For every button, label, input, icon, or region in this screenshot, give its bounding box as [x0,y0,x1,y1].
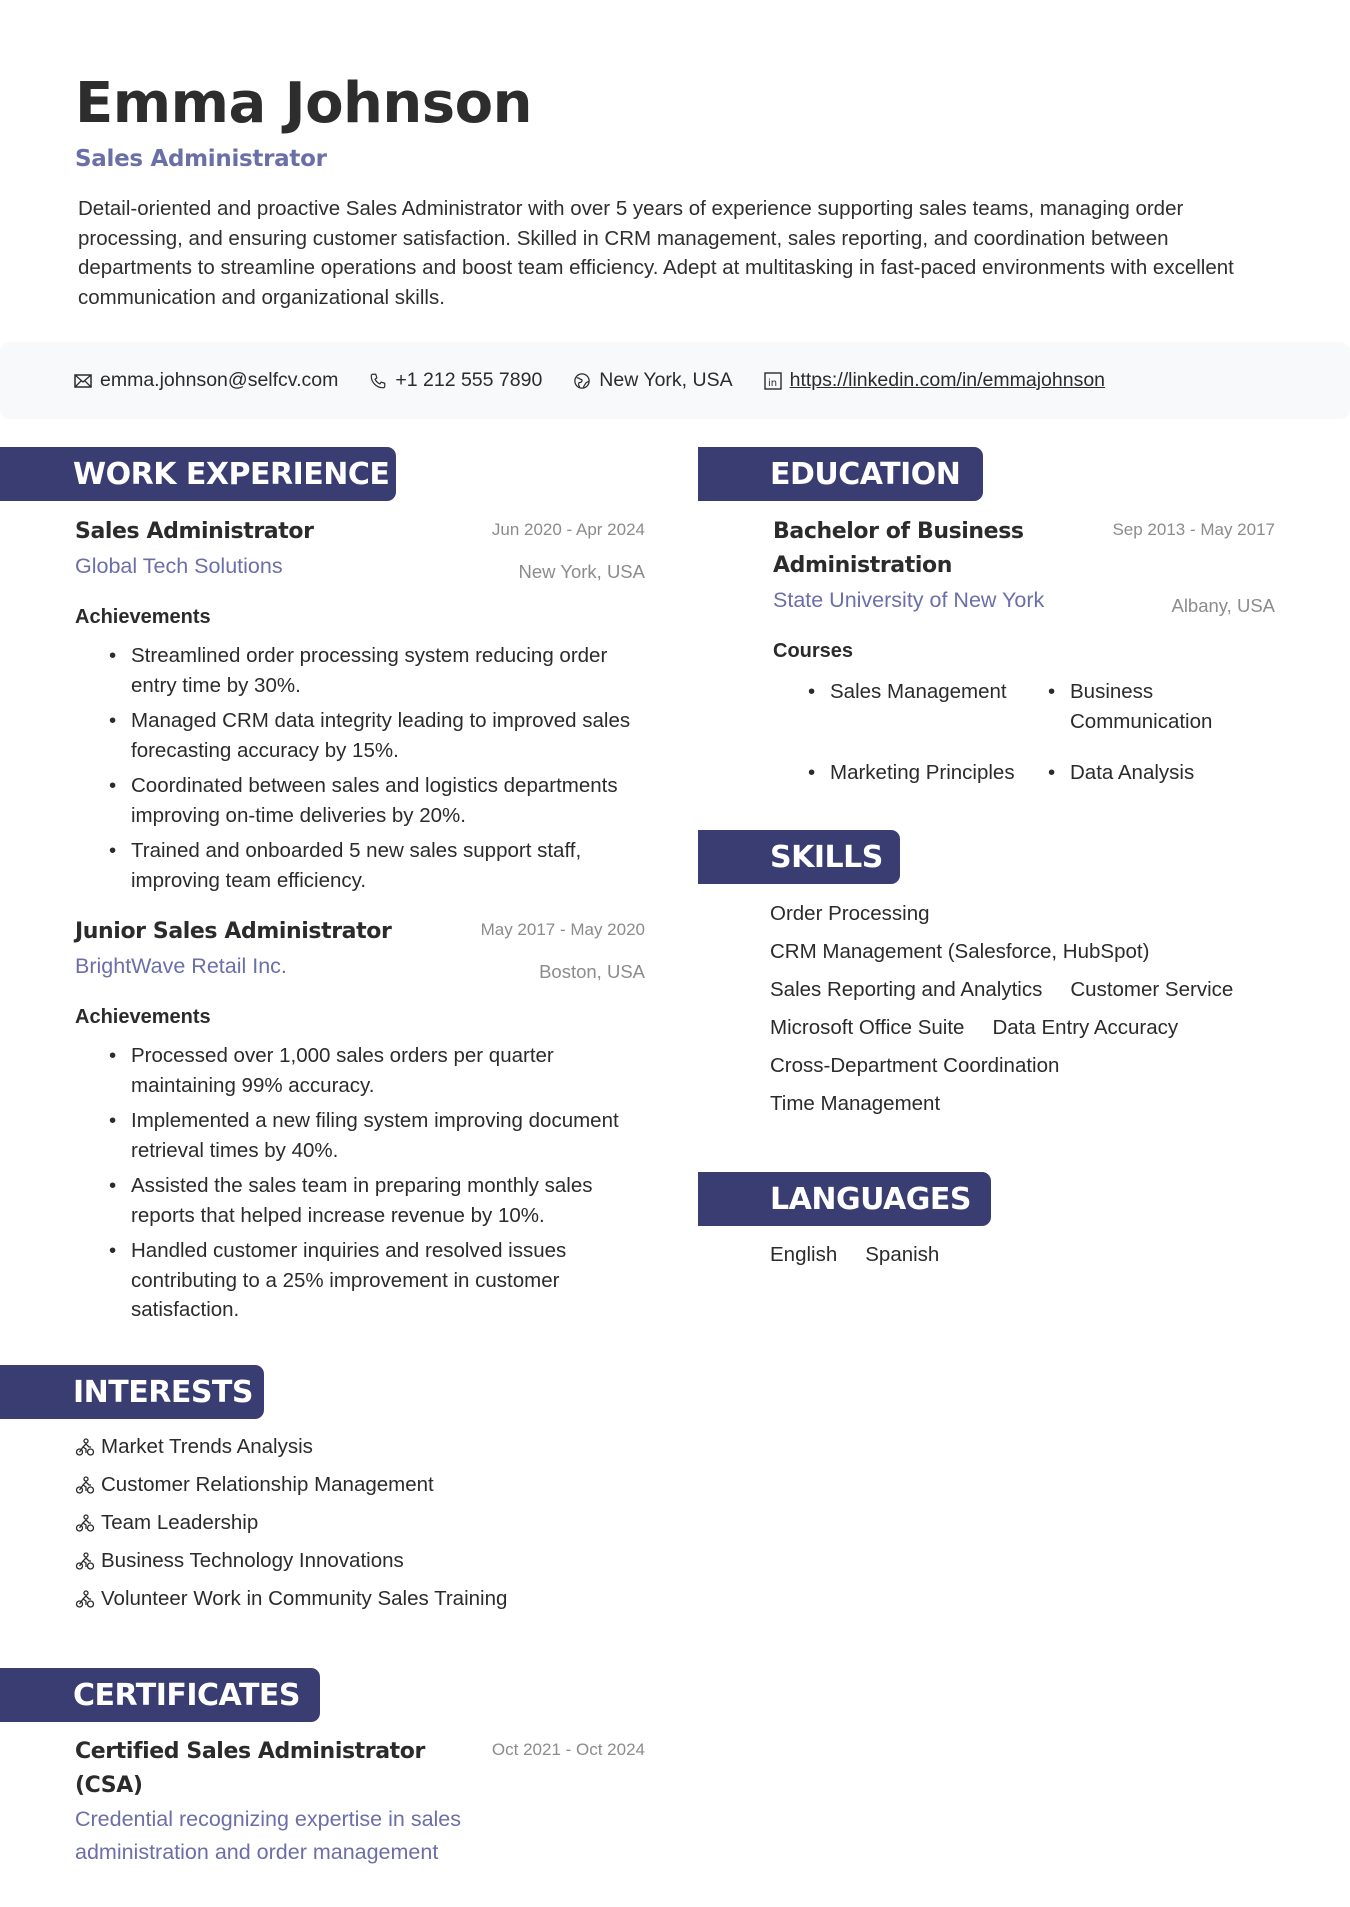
linkedin-link[interactable]: https://linkedin.com/in/emmajohnson [789,369,1106,391]
job-title: Sales Administrator [75,519,314,544]
contact-location [572,369,732,392]
interest-item [75,1466,645,1504]
course-item: • Marketing Principles [808,758,1048,788]
interest-label: Customer Relationship Management [101,1473,434,1496]
interest-label: Business Technology Innovations [101,1549,404,1572]
achievement-item: • Managed CRM data integrity leading to improved sales forecasting accuracy by 15%. [109,706,645,765]
skill-item: Order Processing [770,902,930,925]
language-item: English [770,1243,838,1266]
job-title: Junior Sales Administrator [75,919,392,944]
skill-item: Microsoft Office Suite [770,1016,965,1039]
courses-heading: Courses [773,640,854,662]
certificate-title: Certified Sales Administrator (CSA) [75,1739,425,1798]
job-company: BrightWave Retail Inc. [75,954,287,978]
job-dates: Jun 2020 - Apr 2024 [491,520,645,539]
courses-list [773,677,1275,788]
job-dates: May 2017 - May 2020 [480,920,645,939]
achievement-item: • Implemented a new filing system improving document retrieval times by 40%. [109,1106,645,1165]
school-location: Albany, USA [1171,595,1275,616]
cyclist-icon [75,1551,95,1571]
work-experience-list [75,515,645,1331]
candidate-title: Sales Administrator [75,146,327,172]
section-header-education [698,447,983,501]
skill-item: Data Entry Accuracy [992,1016,1179,1039]
achievements-heading: Achievements [75,606,211,628]
achievement-item: • Trained and onboarded 5 new sales support staff, improving team efficiency. [109,836,645,895]
section-title-interests: INTERESTS [73,1374,253,1410]
section-header-skills [698,830,900,884]
course-item: • Sales Management [808,677,1048,736]
section-title-skills: SKILLS [770,839,883,875]
certificate-description: Credential recognizing expertise in sales administration and order management [75,1807,462,1864]
email-text: emma.johnson@selfcv.com [100,369,339,391]
certificate-entry [75,1735,645,1869]
section-title-education: EDUCATION [770,456,961,492]
globe-icon [572,371,592,391]
interest-label: Team Leadership [101,1511,259,1534]
linkedin-icon [763,371,783,391]
section-title-certificates: CERTIFICATES [73,1677,301,1713]
course-item: • Data Analysis [1048,758,1278,788]
section-header-interests [0,1365,264,1419]
skill-item: Cross-Department Coordination [770,1054,1060,1077]
interests-list [75,1428,645,1618]
achievements-list [75,641,645,895]
school-name: State University of New York [773,588,1045,612]
education-entry [773,515,1275,788]
section-title-languages: LANGUAGES [770,1181,971,1217]
certificate-dates: Oct 2021 - Oct 2024 [491,1740,645,1759]
achievements-heading: Achievements [75,1006,211,1028]
achievement-item: • Coordinated between sales and logistics departments improving on-time deliveries by 20%. [109,771,645,830]
contact-linkedin[interactable] [763,369,1105,392]
phone-icon [368,371,388,391]
summary: Detail-oriented and proactive Sales Administrator with over 5 years of experience supporting sales teams, managing order processing, and ensuring customer satisfaction. Skilled in CRM management, sales reporting, and coordination between departments to streamline operations and boost team efficiency. Adept at multitasking in fast-paced environments with excellent communication and organizational skills. [78,197,1234,309]
job-location: New York, USA [518,561,645,582]
education-dates: Sep 2013 - May 2017 [1112,520,1275,539]
job-location: Boston, USA [539,961,645,982]
candidate-name: Emma Johnson [75,71,532,136]
section-header-work [0,447,396,501]
section-title-work: WORK EXPERIENCE [73,456,390,492]
skill-item: Time Management [770,1092,941,1115]
section-header-certificates [0,1668,320,1722]
svg-text:in: in [767,377,777,389]
section-header-languages [698,1172,991,1226]
envelope-icon [73,371,93,391]
achievement-item: • Processed over 1,000 sales orders per quarter maintaining 99% accuracy. [109,1041,645,1100]
cyclist-icon [75,1513,95,1533]
achievements-list [75,1041,645,1325]
skill-item: Customer Service [1070,978,1234,1001]
language-item: Spanish [865,1243,940,1266]
skill-item: Sales Reporting and Analytics [770,978,1043,1001]
resume-header [75,70,1275,312]
course-item: • Business Communication [1048,677,1278,736]
interest-label: Market Trends Analysis [101,1435,313,1458]
languages-list [770,1236,1272,1274]
interest-item [75,1580,645,1618]
phone-text: +1 212 555 7890 [395,369,543,391]
contact-email[interactable] [73,369,338,392]
contact-phone[interactable] [368,369,542,392]
cyclist-icon [75,1475,95,1495]
job-entry [75,915,645,1325]
degree-title: Bachelor of Business Administration [773,519,1024,578]
contact-bar [0,342,1350,419]
interest-item [75,1504,645,1542]
job-company: Global Tech Solutions [75,554,283,578]
cyclist-icon [75,1437,95,1457]
interest-label: Volunteer Work in Community Sales Training [101,1587,508,1610]
cyclist-icon [75,1589,95,1609]
achievement-item: • Assisted the sales team in preparing monthly sales reports that helped increase revenue by 10%. [109,1171,645,1230]
interest-item [75,1542,645,1580]
interest-item [75,1428,645,1466]
achievement-item: • Handled customer inquiries and resolved issues contributing to a 25% improvement in customer satisfaction. [109,1236,645,1325]
skills-list [770,895,1272,1123]
job-entry [75,515,645,895]
location-text: New York, USA [599,369,733,391]
achievement-item: • Streamlined order processing system reducing order entry time by 30%. [109,641,645,700]
skill-item: CRM Management (Salesforce, HubSpot) [770,940,1150,963]
